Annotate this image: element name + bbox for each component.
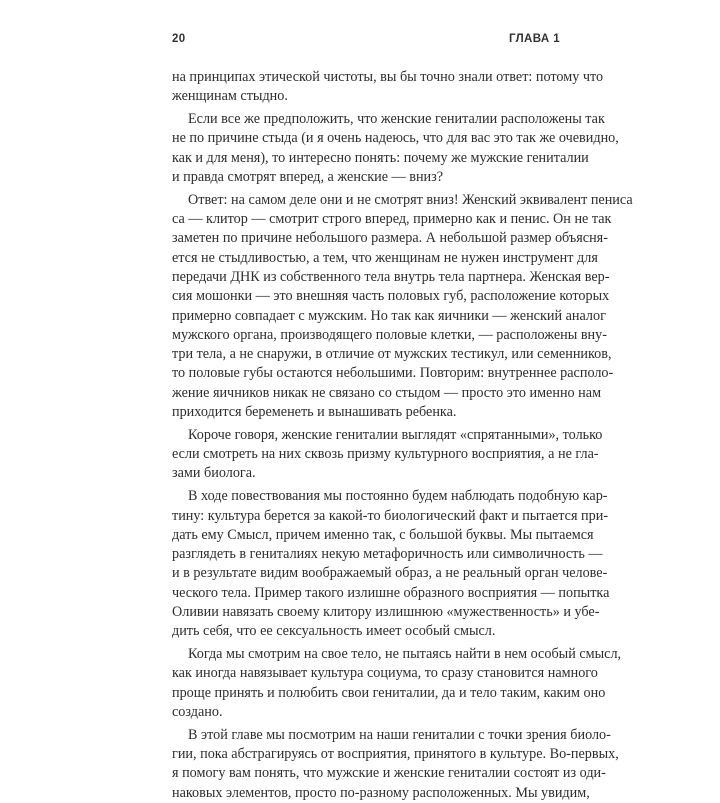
text-line: Если все же предположить, что женские гениталии расположены так [188,111,605,128]
body-text [172,68,633,803]
text-line: не по причине стыда (и я очень надеюсь, что для вас это так же очевидно, [172,130,619,147]
page-number: 20 [172,33,186,45]
text-line: са — клитор — смотрит строго вперед, примерно как и пенис. Он не так [172,211,612,228]
page-header [172,33,560,45]
text-line: дать ему Смысл, причем именно так, с большой буквы. Мы пытаемся [172,526,594,543]
text-line: как иногда навязывает культура социума, то сразу становится намного [172,665,598,682]
text-line: и правда смотрят вперед, а женские — вниз? [172,168,444,185]
text-line: жение яичников никак не связано со стыдом — просто это именно нам [172,384,602,401]
text-line: приходится беременеть и вынашивать ребенка. [172,404,457,421]
text-line: тину: культура берется за какой-то биологический факт и пытается при- [172,507,609,524]
paragraph [172,487,610,641]
paragraph [172,191,633,423]
paragraph [172,645,622,722]
text-line: и в результате видим воображаемый образ, а не реальный орган челове- [172,565,608,582]
text-line: гии, пока абстрагируясь от восприятия, принятого в культуре. Во-первых, [172,746,619,763]
text-line: Когда мы смотрим на свое тело, не пытаясь найти в нем особый смысл, [188,646,622,663]
text-line: ется не стыдливостью, а тем, что женщинам не нужен инструмент для [172,249,598,266]
text-line: то половые губы остаются небольшими. Повторим: внутреннее располо- [172,365,614,382]
text-line: наковых элементов, просто по-разному расположенных. Мы увидим, [172,784,590,801]
text-line: примерно совпадает с мужским. Но так как яичники — женский аналог [172,307,606,324]
chapter-title: ГЛАВА 1 [508,33,560,45]
text-line: передачи ДНК из собственного тела внутрь тела партнера. Женская вер- [172,268,610,285]
text-line: как и для меня), то интересно понять: почему же мужские гениталии [172,149,589,166]
text-line: Оливии навязать своему клитору излишнюю «мужественность» и убе- [172,604,600,621]
text-line: дить себя, что ее сексуальность имеет особый смысл. [172,623,496,640]
text-line: на принципах этической чистоты, вы бы точно знали ответ: потому что [172,69,604,85]
text-line: В этой главе мы посмотрим на наши гениталии с точки зрения биоло- [188,726,611,743]
text-line: Короче говоря, женские гениталии выглядят «спрятанными», только [188,426,603,443]
text-line: ческого тела. Пример такого излишне образного восприятия — попытка [172,584,610,601]
text-line: заметен по причине небольшого размера. А небольшой размер объясня- [172,230,608,247]
text-line: зами биолога. [172,465,256,482]
text-line: три тела, а не снаружи, в отличие от мужских тестикул, или семенников, [172,346,612,363]
paragraph [172,110,619,187]
text-line: я помогу вам понять, что мужские и женские гениталии состоят из оди- [172,765,606,782]
text-line: Ответ: на самом деле они и не смотрят вниз! Женский эквивалент пениса [188,191,633,208]
text-line: создано. [172,704,223,720]
text-line: проще принять и полюбить свои гениталии, да и тело таким, каким оно [172,684,606,701]
text-line: если смотреть на них сквозь призму культурного восприятия, а не гла- [172,446,599,463]
text-line: разглядеть в гениталиях некую метафоричность или символичность — [172,546,603,563]
text-line: мужского органа, производящего половые клетки, — расположены вну- [172,326,607,343]
text-line: женщинам стыдно. [172,88,288,105]
paragraph [172,726,619,803]
paragraph [172,426,603,484]
text-line: сия мошонки — это внешняя часть половых губ, расположение которых [172,288,610,305]
paragraph [172,68,604,107]
text-line: В ходе повествования мы постоянно будем наблюдать подобную кар- [188,488,608,505]
